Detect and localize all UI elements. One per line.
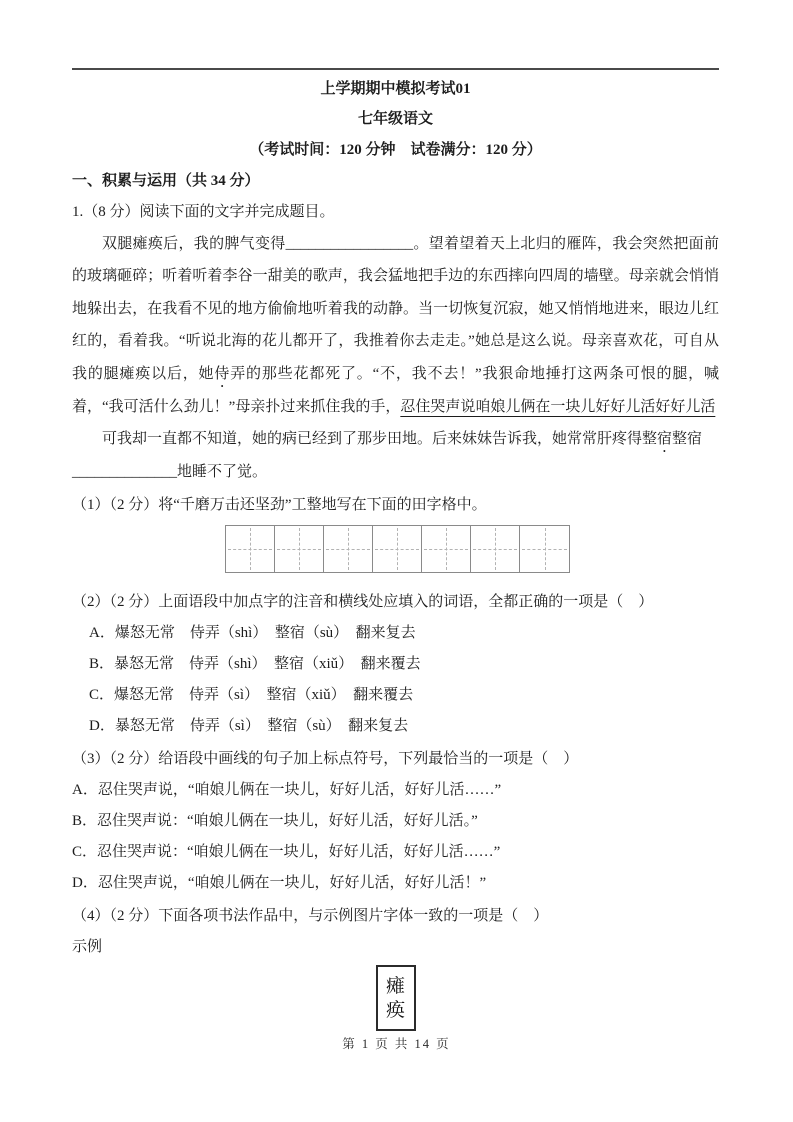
passage-text: 弄 bbox=[230, 365, 247, 382]
tian-cell bbox=[422, 526, 471, 572]
question-1-3-stem: （3）（2 分）给语段中画线的句子加上标点符号，下列最恰当的一项是（ ） bbox=[72, 751, 579, 768]
fill-blank-1: _________________ bbox=[285, 236, 414, 252]
page-content bbox=[72, 0, 719, 1031]
tian-cell bbox=[373, 526, 422, 572]
tian-cell bbox=[275, 526, 324, 572]
tian-cell bbox=[520, 526, 569, 572]
section-one-heading: 一、积累与运用（共 34 分） bbox=[72, 173, 260, 189]
example-label: 示例 bbox=[72, 939, 103, 956]
passage-paragraph-2-line-2 bbox=[72, 456, 719, 488]
dotted-char-su: 宿 bbox=[657, 431, 673, 448]
question-1-2-option-b: B．暴怒无常 侍弄（shì） 整宿（xiǔ） 翻来覆去 bbox=[89, 656, 421, 673]
question-1-2-option-d: D．暴怒无常 侍弄（sì） 整宿（sù） 翻来复去 bbox=[89, 718, 409, 735]
question-1-2-option-c: C．爆怒无常 侍弄（sì） 整宿（xiǔ） 翻来覆去 bbox=[89, 687, 414, 704]
question-1-4-stem: （4）（2 分）下面各项书法作品中，与示例图片字体一致的一项是（ ） bbox=[72, 908, 549, 925]
exam-subject: 七年级语文 bbox=[357, 111, 433, 127]
question-1-1-stem: （1）（2 分）将“千磨万击还坚劲”工整地写在下面的田字格中。 bbox=[72, 497, 487, 514]
passage-text: 。望着望着天上北归的雁阵，我会突然把面前的玻璃砸碎；听着听着李谷一甜美的歌声，我会猛地把手边的东西摔向四周的墙壁。母亲就会悄悄地躲出去，在我看不见的地方偷偷地听着我的动静。当一切恢复沉寂，她又悄悄地进来，眼边儿红红的，看着我。“听说北海的花儿都开了，我推着你去走走。”她总是这么说。母亲喜欢花，可自从我的腿瘫痪以后，她 bbox=[72, 236, 719, 382]
tian-cell bbox=[471, 526, 520, 572]
underlined-sentence: 忍住哭声说咱娘儿俩在一块儿好好儿活好好儿活 bbox=[400, 398, 716, 415]
passage-paragraph-1 bbox=[72, 228, 719, 423]
example-char-tan: 瘫 bbox=[385, 975, 405, 997]
question-1-3-option-b: B．忍住哭声说：“咱娘儿俩在一块儿，好好儿活，好好儿活。” bbox=[72, 813, 478, 830]
fill-blank-2: ______________ bbox=[72, 464, 177, 481]
calligraphy-example-box bbox=[376, 965, 416, 1031]
question-1-3-option-c: C．忍住哭声说：“咱娘儿俩在一块儿，好好儿活，好好儿活……” bbox=[72, 844, 501, 861]
passage-text: 整宿 bbox=[672, 431, 703, 448]
question-1-2-option-a: A．爆怒无常 侍弄（shì） 整宿（sù） 翻来复去 bbox=[89, 625, 416, 642]
page-footer: 第 1 页 共 14 页 bbox=[342, 1037, 451, 1051]
question-1-2-stem: （2）（2 分）上面语段中加点字的注音和横线处应填入的词语，全都正确的一项是（ ） bbox=[72, 594, 654, 611]
passage-text: 双腿瘫痪后，我的脾气变得 bbox=[102, 236, 286, 252]
example-char-huan: 痪 bbox=[385, 999, 405, 1021]
passage-text: 可我却一直都不知道，她的病已经到了那步田地。后来妹妹告诉我，她常常肝疼得整 bbox=[102, 431, 658, 448]
question-1-3-option-a: A．忍住哭声说，“咱娘儿俩在一块儿，好好儿活，好好儿活……” bbox=[72, 782, 502, 799]
tian-grid bbox=[225, 525, 570, 573]
question-1-stem: 1.（8 分）阅读下面的文字并完成题目。 bbox=[72, 204, 335, 220]
dotted-char-shi: 侍 bbox=[214, 365, 231, 382]
exam-title: 上学期期中模拟考试01 bbox=[320, 81, 471, 97]
tian-cell bbox=[324, 526, 373, 572]
header-rule bbox=[72, 68, 719, 70]
passage-paragraph-2-line-1 bbox=[72, 423, 719, 456]
exam-info: （考试时间：120 分钟 试卷满分：120 分） bbox=[249, 142, 542, 158]
passage-text: 地睡不了觉。 bbox=[177, 464, 268, 481]
tian-cell bbox=[226, 526, 275, 572]
passage-text: 的那些花都死了。“不，我不去！”我狠命地捶打这两条可恨的腿，喊着，“我可活什么劲儿！”母亲扑过来抓住我的手， bbox=[72, 365, 719, 415]
question-1-3-option-d: D．忍住哭声说，“咱娘儿俩在一块儿，好好儿活，好好儿活！” bbox=[72, 875, 487, 892]
